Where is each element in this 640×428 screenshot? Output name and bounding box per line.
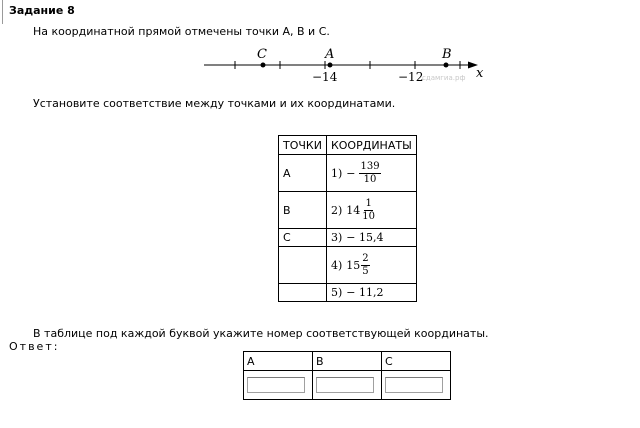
table-row <box>279 155 417 192</box>
fraction <box>359 161 380 186</box>
point-c-label: C <box>257 47 267 62</box>
task-statement: На координатной прямой отмечены точки A, B и C. <box>33 25 330 38</box>
option-value: − 15,4 <box>346 231 384 244</box>
point-b-dot <box>444 63 449 68</box>
answer-header-b: B <box>313 352 382 371</box>
option-whole: 14 <box>346 203 361 217</box>
option-number: 1) <box>330 166 343 180</box>
option-number: 3) <box>330 231 343 244</box>
coord-label-14: −14 <box>312 70 338 84</box>
answer-input-b[interactable] <box>316 377 374 393</box>
table-row <box>279 192 417 229</box>
option-number: 4) <box>330 258 343 272</box>
row-coordinate <box>326 247 416 284</box>
row-point: B <box>279 192 327 229</box>
answer-label: Ответ: <box>9 340 60 353</box>
content-frame-border <box>2 0 3 24</box>
header-points: ТОЧКИ <box>279 136 327 155</box>
match-table-header-row <box>279 136 417 155</box>
coord-label-12: −12 <box>398 70 424 84</box>
option-value: − 11,2 <box>346 286 384 299</box>
option-number: 2) <box>330 203 343 217</box>
answer-header-c: C <box>382 352 451 371</box>
row-coordinate <box>326 192 416 229</box>
fraction-numerator: 2 <box>362 252 369 264</box>
row-point: A <box>279 155 327 192</box>
row-coordinate <box>326 229 416 247</box>
row-point <box>279 247 327 284</box>
answer-input-c[interactable] <box>385 377 443 393</box>
option-whole: 15 <box>346 258 361 272</box>
table-row <box>279 247 417 284</box>
row-coordinate <box>326 284 416 302</box>
row-coordinate <box>326 155 416 192</box>
answer-cell <box>382 371 451 400</box>
number-line-figure <box>200 43 490 87</box>
option-sign: − <box>346 166 356 180</box>
fraction <box>361 253 369 278</box>
task-instruction: Установите соответствие между точками и их координатами. <box>33 97 396 110</box>
axis-x-label: x <box>476 66 484 81</box>
table-row <box>279 284 417 302</box>
point-c-dot <box>261 63 266 68</box>
row-point <box>279 284 327 302</box>
answer-input-row <box>244 371 451 400</box>
answer-cell <box>244 371 313 400</box>
point-b-label: B <box>442 47 452 62</box>
table-instruction: В таблице под каждой буквой укажите номер соответствующей координаты. <box>33 327 489 340</box>
point-a-dot <box>328 63 333 68</box>
point-a-label: A <box>325 47 335 62</box>
answer-cell <box>313 371 382 400</box>
fraction-denominator: 10 <box>363 173 377 185</box>
watermark: сдамгиа.рф <box>422 74 466 82</box>
fraction-denominator: 5 <box>362 265 369 277</box>
fraction-numerator: 1 <box>365 197 372 209</box>
row-point: C <box>279 229 327 247</box>
answer-table <box>243 351 451 400</box>
answer-header-a: A <box>244 352 313 371</box>
fraction <box>361 198 376 223</box>
task-title: Задание 8 <box>9 4 75 17</box>
header-coordinates: КООРДИНАТЫ <box>326 136 416 155</box>
option-number: 5) <box>330 286 343 299</box>
table-row <box>279 229 417 247</box>
fraction-numerator: 139 <box>360 160 380 172</box>
fraction-denominator: 10 <box>362 210 375 222</box>
answer-header-row <box>244 352 451 371</box>
answer-input-a[interactable] <box>247 377 305 393</box>
match-table <box>278 135 417 302</box>
